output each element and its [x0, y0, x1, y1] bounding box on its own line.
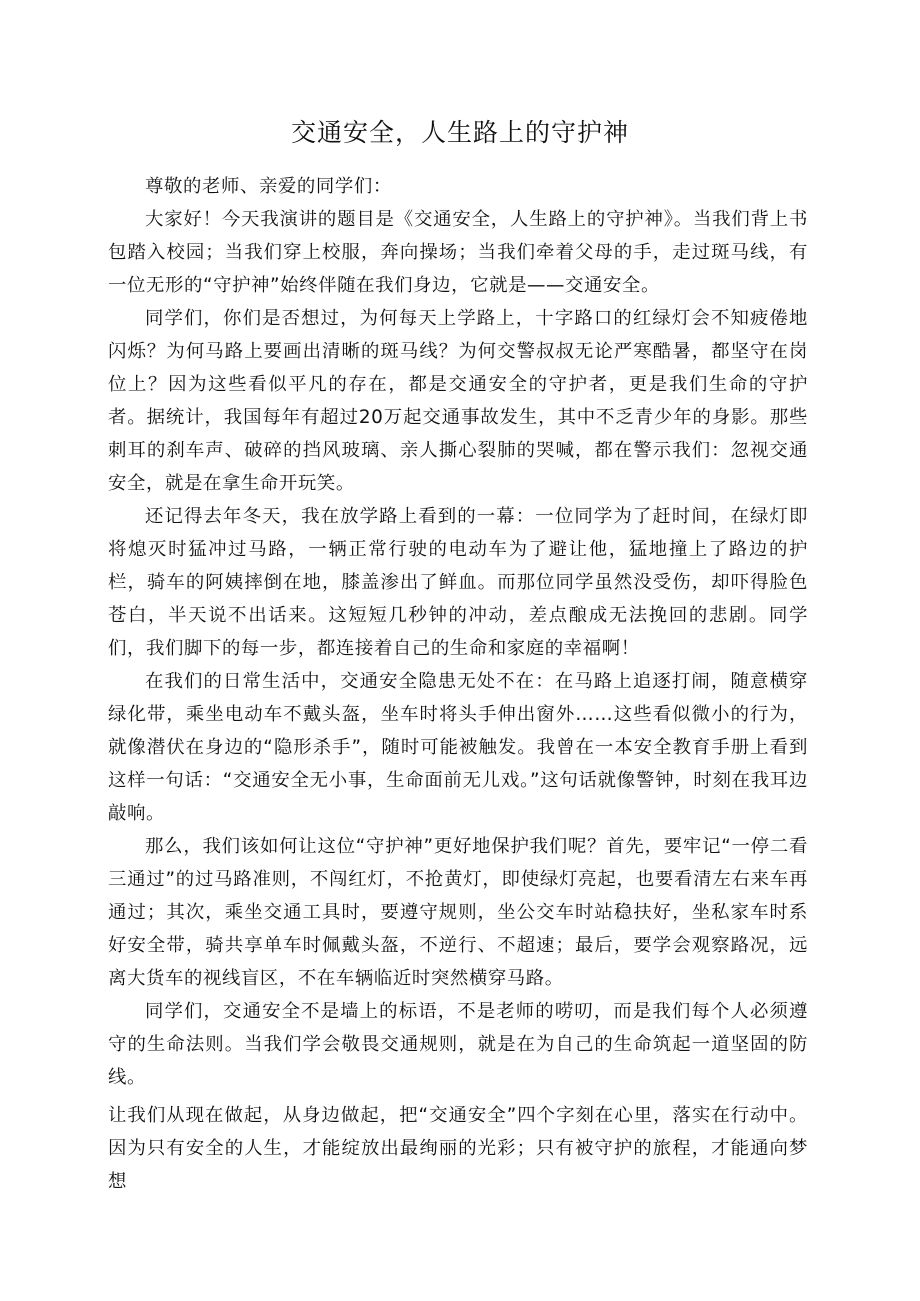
closing-paragraph: 让我们从现在做起，从身边做起，把“交通安全”四个字刻在心里，落实在行动中。因为只有安全的人生，才能绽放出最绚丽的光彩；只有被守护的旅程，才能通向梦想 [108, 1105, 808, 1192]
paragraph-2: 同学们，你们是否想过，为何每天上学路上，十字路口的红绿灯会不知疲倦地闪烁？为何马路上要画出清晰的斑马线？为何交警叔叔无论严寒酷暑，都坚守在岗位上？因为这些看似平凡的存在，都是交通安全的守护者，更是我们生命的守护者。据统计，我国每年有超过20万起交通事故发生，其中不乏青少年的身影。那些刺耳的刹车声、破碎的挡风玻璃、亲人撕心裂肺的哭喊，都在警示我们：忽视交通安全，就是在拿生命开玩笑。 [108, 308, 808, 494]
paragraph-3: 还记得去年冬天，我在放学路上看到的一幕：一位同学为了赶时间，在绿灯即将熄灭时猛冲过马路，一辆正常行驶的电动车为了避让他，猛地撞上了路边的护栏，骑车的阿姨摔倒在地，膝盖渗出了鲜血。而那位同学虽然没受伤，却吓得脸色苍白，半天说不出话来。这短短几秒钟的冲动，差点酿成无法挽回的悲剧。同学们，我们脚下的每一步，都连接着自己的生命和家庭的幸福啊！ [108, 506, 808, 659]
document-title: 交通安全，人生路上的守护神 [290, 118, 629, 147]
speech-body [108, 170, 808, 1198]
paragraph-5: 那么，我们该如何让这位“守护神”更好地保护我们呢？首先，要牢记“一停二看三通过”的过马路准则，不闯红灯，不抢黄灯，即使绿灯亮起，也要看清左右来车再通过；其次，乘坐交通工具时，要遵守规则，坐公交车时站稳扶好，坐私家车时系好安全带，骑共享单车时佩戴头盔，不逆行、不超速；最后，要学会观察路况，远离大货车的视线盲区，不在车辆临近时突然横穿马路。 [108, 836, 808, 989]
salutation: 尊敬的老师、亲爱的同学们： [145, 176, 392, 197]
paragraph-4: 在我们的日常生活中，交通安全隐患无处不在：在马路上追逐打闹，随意横穿绿化带，乘坐电动车不戴头盔，坐车时将头手伸出窗外……这些看似微小的行为，就像潜伏在身边的“隐形杀手”，随时可能被触发。我曾在一本安全教育手册上看到这样一句话：“交通安全无小事，生命面前无儿戏。”这句话就像警钟，时刻在我耳边敲响。 [108, 671, 808, 824]
paragraph-6: 同学们，交通安全不是墙上的标语，不是老师的唠叨，而是我们每个人必须遵守的生命法则。当我们学会敬畏交通规则，就是在为自己的生命筑起一道坚固的防线。 [108, 1001, 808, 1088]
paragraph-1: 大家好！今天我演讲的题目是《交通安全，人生路上的守护神》。当我们背上书包踏入校园；当我们穿上校服，奔向操场；当我们牵着父母的手，走过斑马线，有一位无形的“守护神”始终伴随在我们身边，它就是——交通安全。 [108, 209, 808, 296]
